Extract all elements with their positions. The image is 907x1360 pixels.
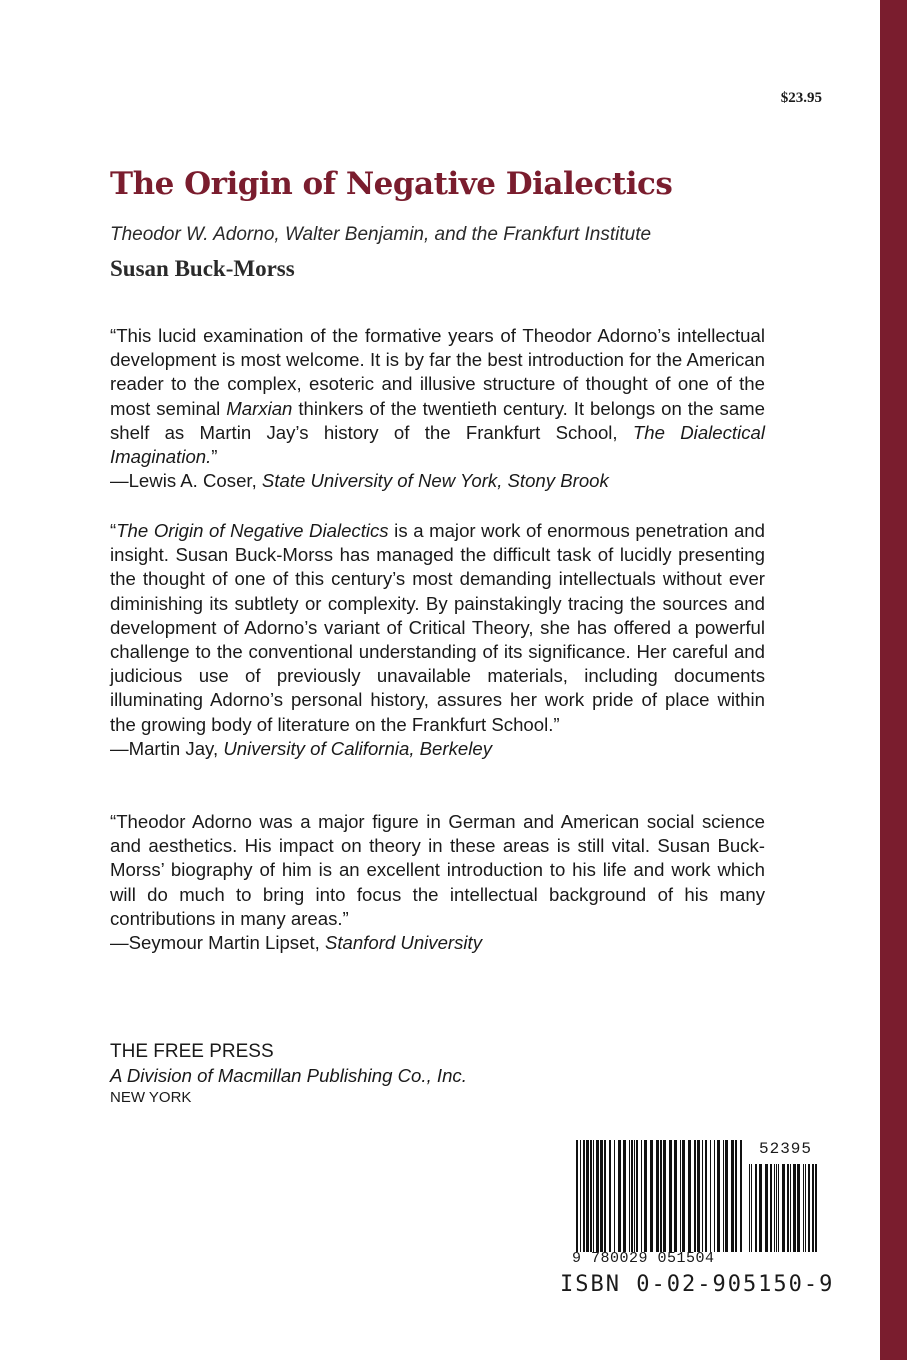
blurb-lipset-text: “Theodor Adorno was a major figure in German and American social science and aesthetics. His impact on theory in these areas is still vital. Susan Buck-Morss’ biography of him is an excellent introduction to his life and work which will do much to bring into focus the intellectual background of his many contributions in many areas.”: [110, 811, 765, 929]
blurb-jay: [110, 519, 765, 761]
publisher-block: [110, 1040, 467, 1108]
isbn-label: ISBN 0-02-905150-9: [560, 1272, 835, 1297]
barcode: [572, 1140, 824, 1270]
blurb-coser-text: “This lucid examination of the formative years of Theodor Adorno’s intellectual development is most welcome. It is by far the best introduction for the American reader to the complex, esoteric and illusive structure of thought of one of the most seminal Marxian thinkers of the twentieth century. It belongs on the same shelf as Martin Jay’s history of the Frankfurt School, The Dialectical Imagination.”: [110, 325, 765, 468]
blurb-lipset-attribution: —Seymour Martin Lipset, Stanford University: [110, 932, 483, 954]
blurb-coser: [110, 324, 765, 493]
publisher-city: NEW YORK: [110, 1089, 192, 1106]
book-author: Susan Buck-Morss: [110, 256, 295, 281]
spine-stripe: [880, 0, 907, 1360]
blurb-jay-text: “The Origin of Negative Dialectics is a major work of enormous penetration and insight. Susan Buck-Morss has managed the difficult task of lucidly presenting the thought of one of this century’s most demanding intellectuals without ever diminishing its subtlety or complexity. By painstakingly tracing the sources and development of Adorno’s variant of Critical Theory, she has offered a powerful challenge to the conventional understanding of its significance. Her careful and judicious use of previously unavailable materials, including documents illuminating Adorno’s personal history, assures her work pride of place within the growing body of literature on the Frankfurt School.”: [110, 520, 765, 735]
ean-digits: 9 780029 051504: [572, 1250, 715, 1267]
book-subtitle: Theodor W. Adorno, Walter Benjamin, and the Frankfurt Institute: [110, 224, 652, 245]
price-label: $23.95: [780, 90, 822, 106]
blurb-coser-attribution: —Lewis A. Coser, State University of New York, Stony Brook: [110, 470, 609, 492]
publisher-name: THE FREE PRESS: [110, 1041, 274, 1062]
publisher-division: A Division of Macmillan Publishing Co., Inc.: [110, 1065, 467, 1086]
addon-barcode-bars: [749, 1164, 820, 1252]
blurb-jay-attribution: —Martin Jay, University of California, Berkeley: [110, 737, 492, 759]
ean-barcode-bars: [576, 1140, 742, 1252]
addon-digits: 52395: [758, 1140, 812, 1158]
book-title: The Origin of Negative Dialectics: [110, 166, 673, 202]
blurb-lipset: [110, 810, 765, 955]
